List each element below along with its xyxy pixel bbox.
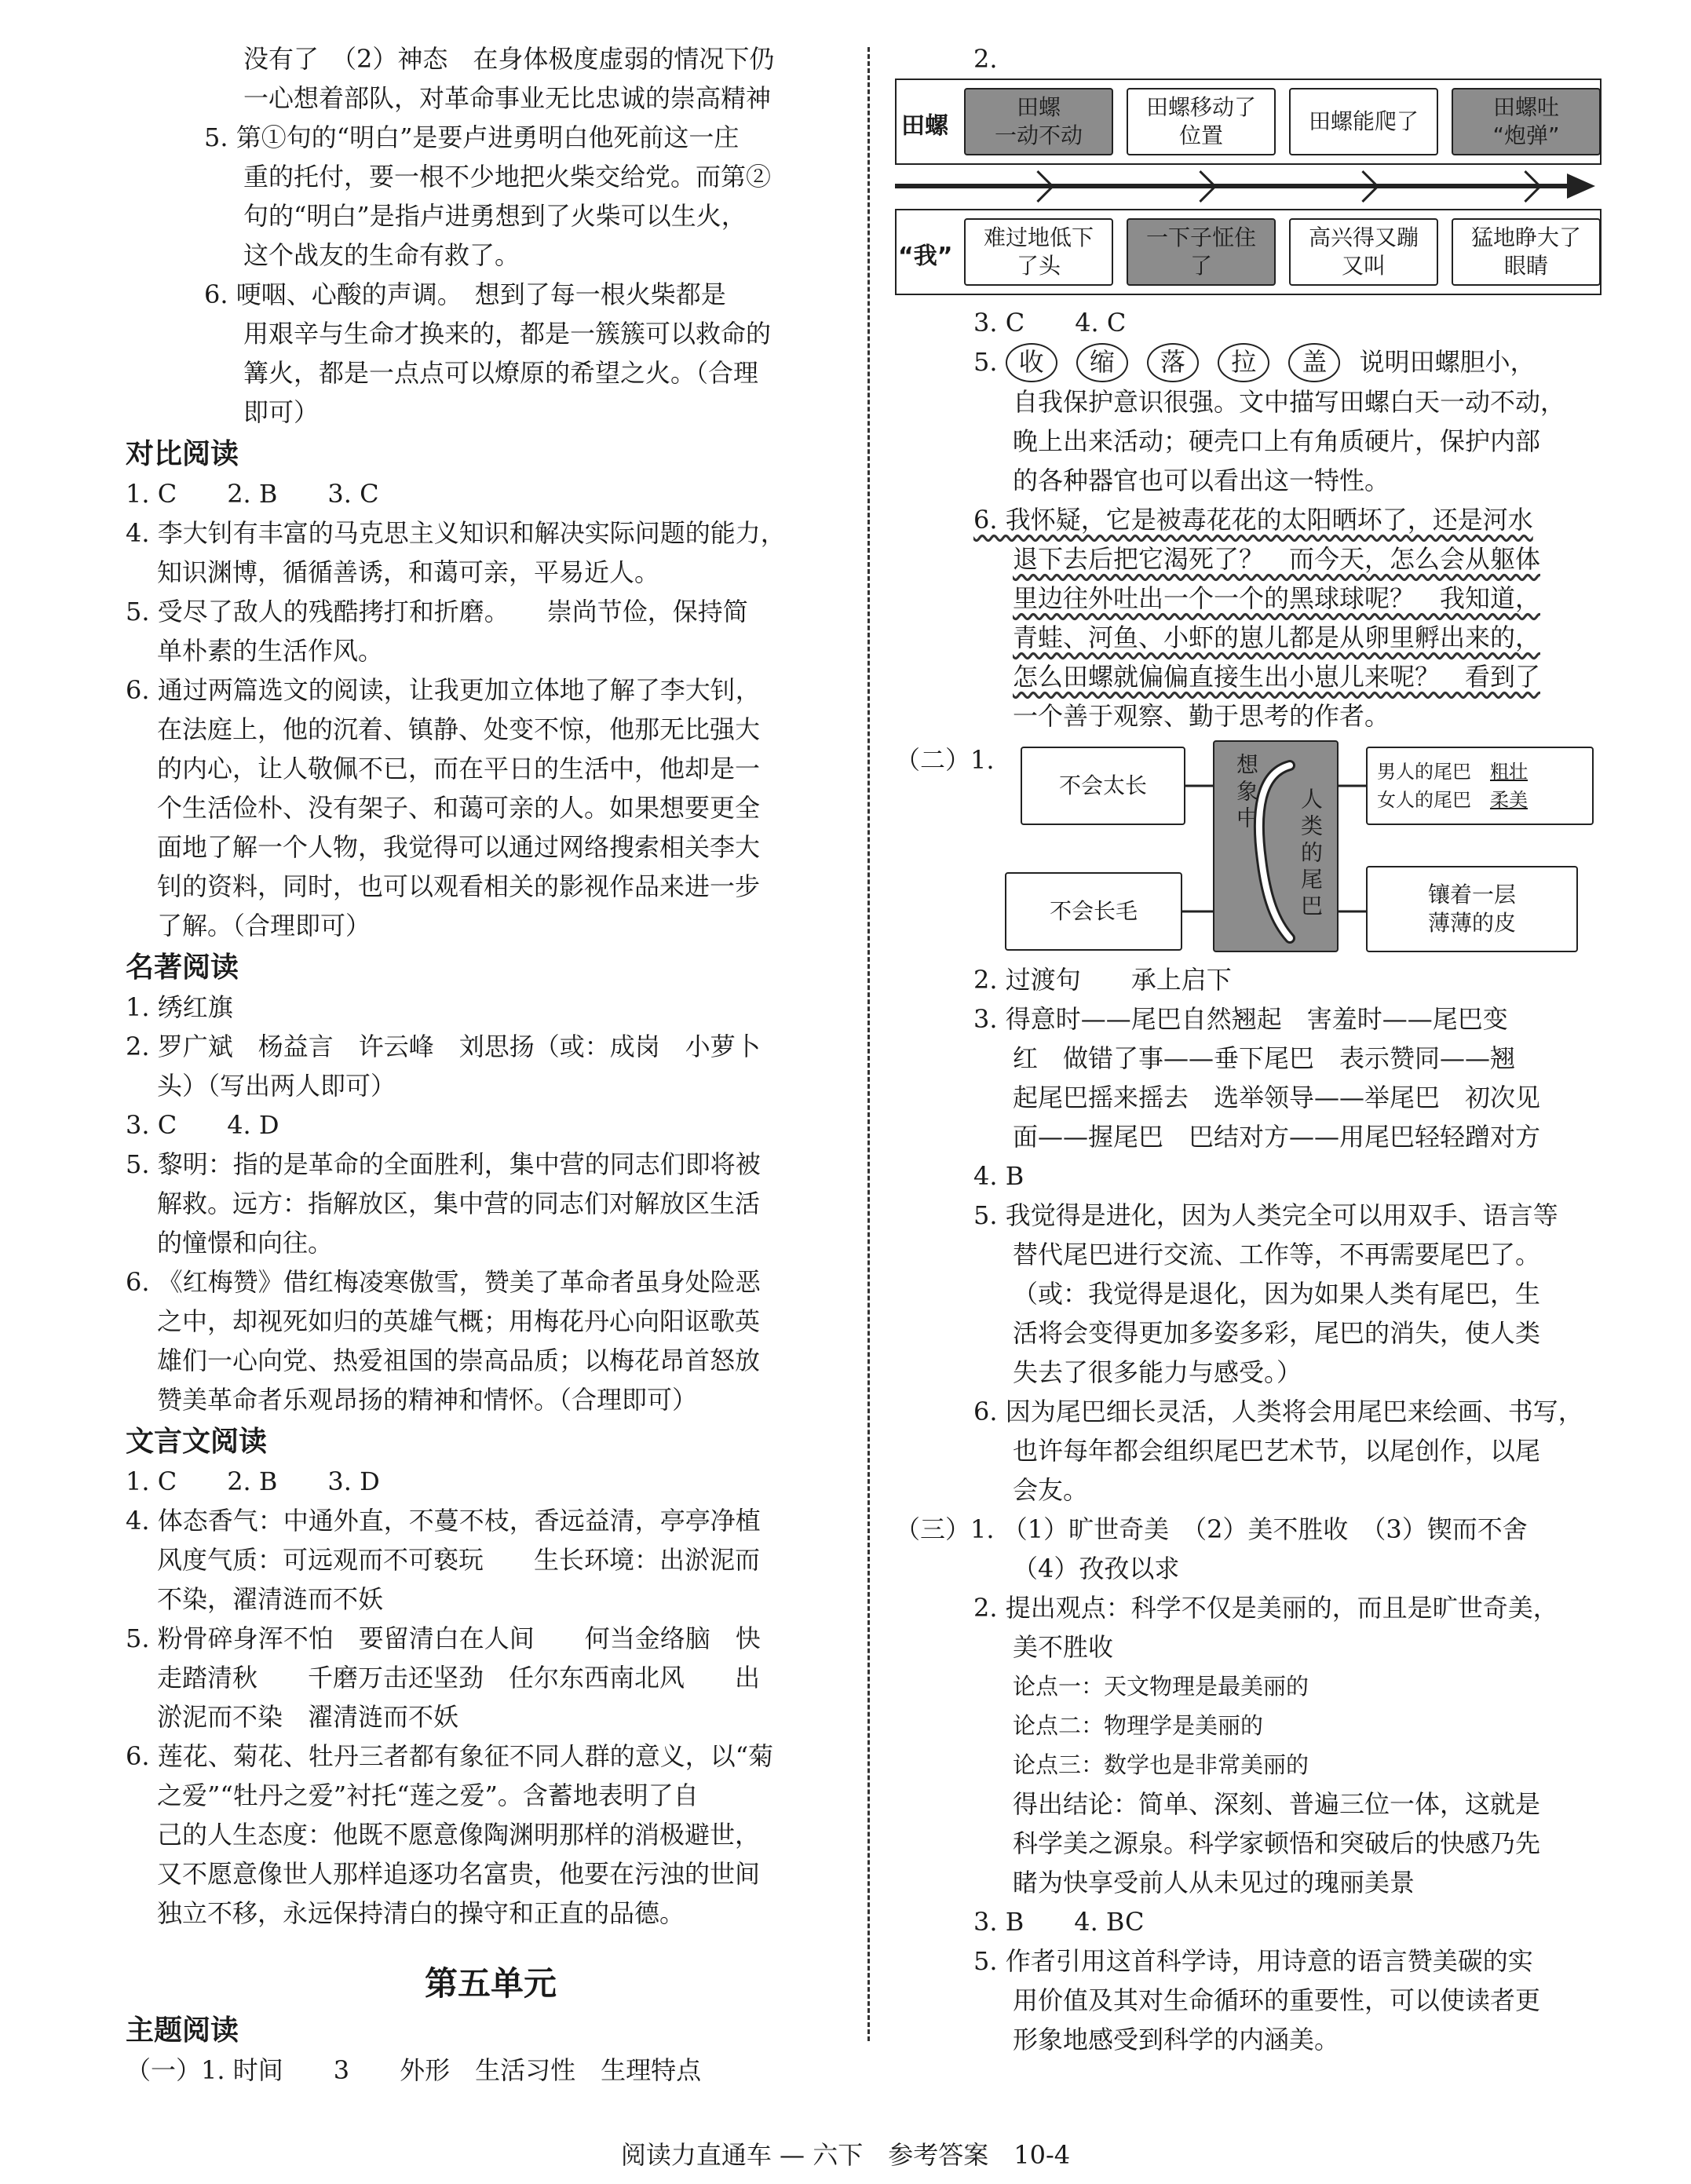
timeline-chevron	[1510, 170, 1542, 203]
text-line: 会友。	[1013, 1475, 1089, 1505]
page-footer: 阅读力直通车 — 六下 参考答案 10-4	[620, 2140, 1071, 2170]
gender-answer: 粗壮	[1490, 761, 1528, 783]
text-line: 走踏清秋 千磨万击还坚劲 任尔东西南北风 出	[157, 1663, 761, 1693]
text-line: 又不愿意像世人那样追逐功名富贵，他要在污浊的世间	[157, 1859, 761, 1889]
text-line: 即可）	[243, 397, 320, 427]
timeline-box: 田螺移动了 位置	[1127, 88, 1276, 155]
diagram-box-gender	[1366, 747, 1594, 825]
text-line: 5. 我觉得是进化，因为人类完全可以用双手、语言等	[973, 1200, 1558, 1230]
text-line: 得出结论：简单、深刻、普遍三位一体，这就是	[1013, 1789, 1541, 1819]
text-line: 论点三：数学也是非常美丽的	[1013, 1751, 1309, 1778]
text-line: 论点二：物理学是美丽的	[1013, 1712, 1264, 1739]
wavy-underlined-line: 6. 我怀疑，它是被毒花花的太阳晒坏了，还是河水	[973, 505, 1533, 535]
arrow-head	[1567, 173, 1595, 199]
text-line: 2. 提出观点：科学不仅是美丽的，而且是旷世奇美，	[973, 1593, 1558, 1623]
text-line: 5. 受尽了敌人的残酷拷打和折磨。 崇尚节俭，保持简	[126, 597, 748, 626]
text-line: （或：我觉得是退化，因为如果人类有尾巴，生	[1013, 1279, 1541, 1309]
text-line: 美不胜收	[1013, 1632, 1114, 1662]
text-line: 自我保护意识很强。文中描写田螺白天一动不动，	[1013, 387, 1566, 417]
question-label: 2.	[973, 44, 998, 74]
center-label: 想象中	[1233, 753, 1259, 833]
circled-word: 缩	[1076, 343, 1128, 382]
text-line: 个生活俭朴、没有架子、和蔼可亲的人。如果想要更全	[157, 793, 761, 823]
text-line: 己的人生态度：他既不愿意像陶渊明那样的消极避世，	[157, 1820, 761, 1850]
circled-word: 落	[1147, 343, 1199, 382]
text-line: 独立不移，永远保持清白的操守和正直的品德。	[157, 1898, 685, 1928]
timeline-box: 田螺吐 “炮弹”	[1452, 88, 1601, 155]
text-line: 用艰辛与生命才换来的，都是一簇簇可以救命的	[243, 319, 772, 349]
center-label: 人类的尾巴	[1298, 787, 1324, 921]
text-line: 3. C 4. D	[126, 1110, 279, 1140]
row-label-me: “我”	[898, 243, 953, 270]
text-line: 4. 李大钊有丰富的马克思主义知识和解决实际问题的能力，	[126, 518, 786, 548]
text-line: 一个善于观察、勤于思考的作者。	[1013, 701, 1390, 731]
text-line: 2. 罗广斌 杨益言 许云峰 刘思扬（或：成岗 小萝卜	[126, 1032, 761, 1061]
text-line: 了解。（合理即可）	[157, 911, 371, 940]
text-line: 睹为快享受前人从未见过的瑰丽美景	[1013, 1868, 1415, 1897]
timeline-arrow	[895, 184, 1570, 188]
timeline-box: 难过地低下 了头	[964, 218, 1113, 286]
timeline-box: 高兴得又蹦 又叫	[1289, 218, 1438, 286]
text-line: 6. 莲花、菊花、牡丹三者都有象征不同人群的意义，以“菊	[126, 1741, 774, 1771]
text-line: 之中，却视死如归的英雄气概；用梅花丹心向阳讴歌英	[157, 1306, 761, 1336]
text-line: 红 做错了事——垂下尾巴 表示赞同——翘	[1013, 1043, 1516, 1073]
text-line: 单朴素的生活作风。	[157, 636, 384, 666]
right-column	[895, 39, 1602, 2059]
timeline-box: 猛地睁大了 眼睛	[1452, 218, 1601, 286]
text-span: 说明田螺胆小，	[1359, 347, 1536, 377]
timeline-chevron	[1347, 170, 1379, 203]
circled-word: 盖	[1288, 343, 1340, 382]
text-line: 淤泥而不染 濯清涟而不妖	[157, 1702, 459, 1732]
text-line: 这个战友的生命有救了。	[243, 240, 520, 270]
diagram-box: 不会长毛	[1005, 872, 1182, 951]
text-line: 的各种器官也可以看出这一特性。	[1013, 466, 1390, 495]
section-title: 文言文阅读	[126, 1426, 268, 1458]
timeline-box: 一下子怔住 了	[1127, 218, 1276, 286]
part-label: （二）1.	[895, 745, 995, 775]
text-line: 论点一：天文物理是最美丽的	[1013, 1673, 1309, 1700]
gender-row	[1377, 786, 1528, 814]
section-title: 名著阅读	[126, 951, 239, 984]
row-label-snail: 田螺	[901, 112, 948, 140]
text-line: 面——握尾巴 巴结对方——用尾巴轻轻蹭对方	[1013, 1122, 1541, 1152]
diagram-box: 不会太长	[1021, 747, 1185, 825]
text-line: 1. C 2. B 3. C	[126, 479, 379, 509]
text-line: 活将会变得更加多姿多彩，尾巴的消失，使人类	[1013, 1318, 1541, 1348]
text-line: 3. C 4. C	[973, 308, 1127, 338]
text-line: 雄们一心向党、热爱祖国的崇高品质；以梅花昂首怒放	[157, 1346, 761, 1375]
text-line: 5. 第①句的“明白”是要卢进勇明白他死前这一庄	[204, 122, 740, 152]
circled-answer-line	[895, 342, 1602, 382]
left-column	[126, 39, 856, 2090]
text-line: 面地了解一个人物，我觉得可以通过网络搜索相关李大	[157, 832, 761, 862]
timeline-chevron	[1185, 170, 1217, 203]
unit-title: 第五单元	[424, 1964, 557, 2003]
text-line: 6. 《红梅赞》借红梅凌寒傲雪，赞美了革命者虽身处险恶	[126, 1267, 761, 1297]
wavy-underlined-line: 青蛙、河鱼、小虾的崽儿都是从卵里孵出来的，	[1013, 623, 1541, 652]
text-line: 晚上出来活动；硬壳口上有角质硬片，保护内部	[1013, 426, 1541, 456]
text-line: 6. 因为尾巴细长灵活，人类将会用尾巴来绘画、书写，	[973, 1397, 1583, 1426]
text-line: 风度气质：可远观而不可亵玩 生长环境：出淤泥而	[157, 1545, 761, 1575]
text-line: 5. 粉骨碎身浑不怕 要留清白在人间 何当金络脑 快	[126, 1623, 761, 1653]
wavy-underlined-line: 怎么田螺就偏偏直接生出小崽儿来呢？ 看到了	[1013, 662, 1541, 692]
text-line: 3. 得意时——尾巴自然翘起 害羞时——尾巴变	[973, 1004, 1508, 1034]
timeline-box: 田螺 一动不动	[964, 88, 1113, 155]
text-line: （一）1. 时间 3 外形 生活习性 生理特点	[126, 2055, 702, 2085]
text-line: 赞美革命者乐观昂扬的精神和情怀。（合理即可）	[157, 1385, 698, 1415]
text-line: 的憧憬和向往。	[157, 1228, 334, 1258]
text-line: 没有了 （2）神态 在身体极度虚弱的情况下仍	[243, 44, 775, 74]
wavy-underlined-line: 退下去后把它渴死了？ 而今天，怎么会从躯体	[1013, 544, 1541, 574]
text-line: 6. 通过两篇选文的阅读，让我更加立体地了解了李大钊，	[126, 675, 761, 705]
text-line: 重的托付，要一根不少地把火柴交给党。而第②	[243, 162, 772, 192]
text-line: 起尾巴摇来摇去 选举领导——举尾巴 初次见	[1013, 1083, 1541, 1112]
section-title: 主题阅读	[126, 2014, 239, 2047]
question-label: 5.	[973, 347, 998, 377]
snail-timeline-diagram	[895, 79, 1602, 298]
text-line: 在法庭上，他的沉着、镇静、处变不惊，他那无比强大	[157, 714, 761, 744]
circled-word: 拉	[1218, 343, 1269, 382]
text-line: 5. 作者引用这首科学诗，用诗意的语言赞美碳的实	[973, 1946, 1533, 1976]
wavy-underlined-line: 里边往外吐出一个一个的黑球球呢？ 我知道，	[1013, 583, 1541, 613]
circled-word: 收	[1006, 343, 1057, 382]
gender-label: 女人的尾巴	[1377, 789, 1471, 811]
text-line: 1. C 2. B 3. D	[126, 1466, 380, 1496]
text-line: 篝火，都是一点点可以燎原的希望之火。（合理	[243, 358, 759, 388]
text-line: 1. 绣红旗	[126, 992, 233, 1022]
text-line: 知识渊博，循循善诱，和蔼可亲，平易近人。	[157, 557, 660, 587]
timeline-chevron	[1022, 170, 1054, 203]
gender-label: 男人的尾巴	[1377, 761, 1471, 783]
text-line: 4. B	[973, 1161, 1024, 1191]
text-line: （三）1. （1）旷世奇美 （2）美不胜收 （3）锲而不舍	[895, 1514, 1528, 1544]
text-line: 科学美之源泉。科学家顿悟和突破后的快感乃先	[1013, 1828, 1541, 1858]
text-line: 4. 体态香气：中通外直，不蔓不枝，香远益清，亭亭净植	[126, 1506, 761, 1536]
text-line: 的内心，让人敬佩不已，而在平日的生活中，他却是一	[157, 754, 761, 783]
text-line: 不染，濯清涟而不妖	[157, 1584, 384, 1614]
text-line: 头）（写出两人即可）	[157, 1071, 396, 1101]
text-line: 也许每年都会组织尾巴艺术节，以尾创作，以尾	[1013, 1436, 1541, 1466]
text-line: 5. 黎明：指的是革命的全面胜利，集中营的同志们即将被	[126, 1149, 761, 1179]
text-line: （4）孜孜以求	[1013, 1554, 1180, 1583]
diagram-box: 镶着一层 薄薄的皮	[1366, 866, 1578, 952]
text-line: 替代尾巴进行交流、工作等，不再需要尾巴了。	[1013, 1240, 1541, 1269]
timeline-box: 田螺能爬了	[1289, 88, 1438, 155]
gender-answer: 柔美	[1490, 789, 1528, 811]
text-line: 解救。远方：指解放区，集中营的同志们对解放区生活	[157, 1189, 761, 1218]
text-line: 之爱”“牡丹之爱”衬托“莲之爱”。含蓄地表明了自	[157, 1780, 699, 1810]
text-line: 形象地感受到科学的内涵美。	[1013, 2025, 1340, 2054]
text-line: 3. B 4. BC	[973, 1907, 1145, 1937]
text-line: 钊的资料，同时，也可以观看相关的影视作品来进一步	[157, 871, 761, 901]
section-title: 对比阅读	[126, 438, 239, 470]
column-divider	[867, 47, 870, 2041]
gender-row	[1377, 758, 1528, 786]
text-line: 用价值及其对生命循环的重要性，可以使读者更	[1013, 1985, 1541, 2015]
text-line: 句的“明白”是指卢进勇想到了火柴可以生火，	[243, 201, 747, 231]
text-line: 一心想着部队，对革命事业无比忠诚的崇高精神	[243, 83, 772, 113]
text-line: 6. 哽咽、心酸的声调。 想到了每一根火柴都是	[204, 279, 726, 309]
text-line: 2. 过渡句 承上启下	[973, 965, 1232, 995]
text-line: 失去了很多能力与感受。）	[1013, 1357, 1302, 1387]
tail-diagram	[895, 740, 1602, 960]
